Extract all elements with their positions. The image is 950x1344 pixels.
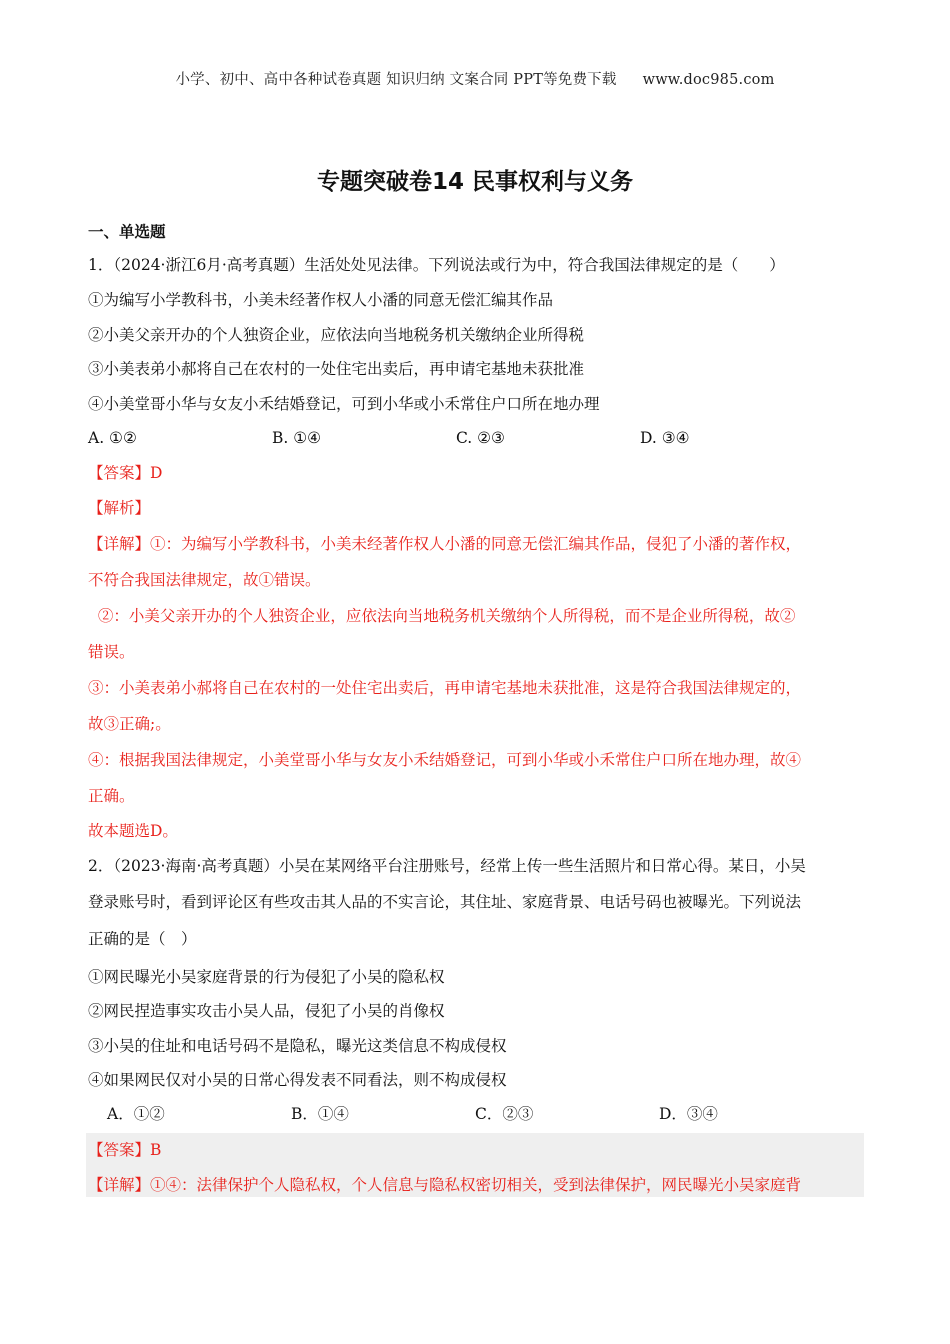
q1-detail-line: 不符合我国法律规定，故①错误。	[88, 571, 321, 589]
q1-analysis-label: 【解析】	[88, 499, 151, 517]
document-title: 专题突破卷14 民事权利与义务	[316, 169, 633, 195]
page-header	[0, 68, 950, 89]
q2-stem-line: 2．（2023·海南·高考真题）小吴在某网络平台注册账号，经常上传一些生活照片和日常心得。某日，小吴	[88, 857, 806, 875]
q1-detail-line: ②：小美父亲开办的个人独资企业，应依法向当地税务机关缴纳个人所得税，而不是企业所得税，故②	[88, 607, 796, 625]
q1-answer: 【答案】D	[88, 464, 163, 482]
q1-detail-line: 故③正确;。	[88, 715, 171, 733]
q1-stem: 1．（2024·浙江6月·高考真题）生活处处见法律。下列说法或行为中，符合我国法律规定的是（ ）	[88, 256, 785, 274]
q1-options	[88, 427, 824, 449]
q2-item: ②网民捏造事实攻击小吴人品，侵犯了小吴的肖像权	[88, 1002, 445, 1020]
q2-options	[88, 1103, 843, 1125]
q2-answer: 【答案】B	[88, 1141, 162, 1159]
q2-stem-line: 登录账号时，看到评论区有些攻击其人品的不实言论，其住址、家庭背景、电话号码也被曝光。下列说法	[88, 893, 802, 911]
q2-item: ①网民曝光小吴家庭背景的行为侵犯了小吴的隐私权	[88, 968, 445, 986]
q2-item: ③小吴的住址和电话号码不是隐私，曝光这类信息不构成侵权	[88, 1037, 507, 1055]
q2-option-a: A．①②	[107, 1105, 165, 1123]
header-text: 小学、初中、高中各种试卷真题 知识归纳 文案合同 PPT等免费下载	[175, 72, 617, 88]
q2-option-c: C．②③	[475, 1105, 534, 1123]
q1-item: ③小美表弟小郝将自己在农村的一处住宅出卖后，再申请宅基地未获批准	[88, 360, 585, 378]
q1-detail-line: 【详解】①：为编写小学教科书，小美未经著作权人小潘的同意无偿汇编其作品，侵犯了小潘的著作权，	[88, 535, 802, 553]
q1-detail-line: ③：小美表弟小郝将自己在农村的一处住宅出卖后，再申请宅基地未获批准，这是符合我国法律规定的，	[88, 679, 802, 697]
q2-option-d: D．③④	[659, 1105, 718, 1123]
q1-option-d: D. ③④	[640, 429, 690, 447]
q1-detail-line: 错误。	[88, 643, 135, 661]
q1-detail-line: 正确。	[88, 787, 135, 805]
q2-option-b: B．①④	[291, 1105, 349, 1123]
q2-detail-line: 【详解】①④：法律保护个人隐私权，个人信息与隐私权密切相关，受到法律保护，网民曝光小吴家庭背	[88, 1176, 802, 1194]
q2-item: ④如果网民仅对小吴的日常心得发表不同看法，则不构成侵权	[88, 1071, 507, 1089]
q1-item: ④小美堂哥小华与女友小禾结婚登记，可到小华或小禾常住户口所在地办理	[88, 395, 600, 413]
section-heading: 一、单选题	[88, 222, 166, 241]
q1-conclusion: 故本题选D。	[88, 822, 178, 840]
q1-item: ②小美父亲开办的个人独资企业，应依法向当地税务机关缴纳企业所得税	[88, 326, 585, 344]
q1-option-c: C. ②③	[456, 429, 505, 447]
q1-detail-line: ④：根据我国法律规定，小美堂哥小华与女友小禾结婚登记，可到小华或小禾常住户口所在地办理，故④	[88, 751, 802, 769]
q1-option-a: A. ①②	[88, 429, 137, 447]
q1-item: ①为编写小学教科书，小美未经著作权人小潘的同意无偿汇编其作品	[88, 291, 554, 309]
q1-option-b: B. ①④	[272, 429, 322, 447]
header-url[interactable]: www.doc985.com	[642, 72, 775, 88]
q2-stem-line: 正确的是（ ）	[88, 930, 197, 948]
